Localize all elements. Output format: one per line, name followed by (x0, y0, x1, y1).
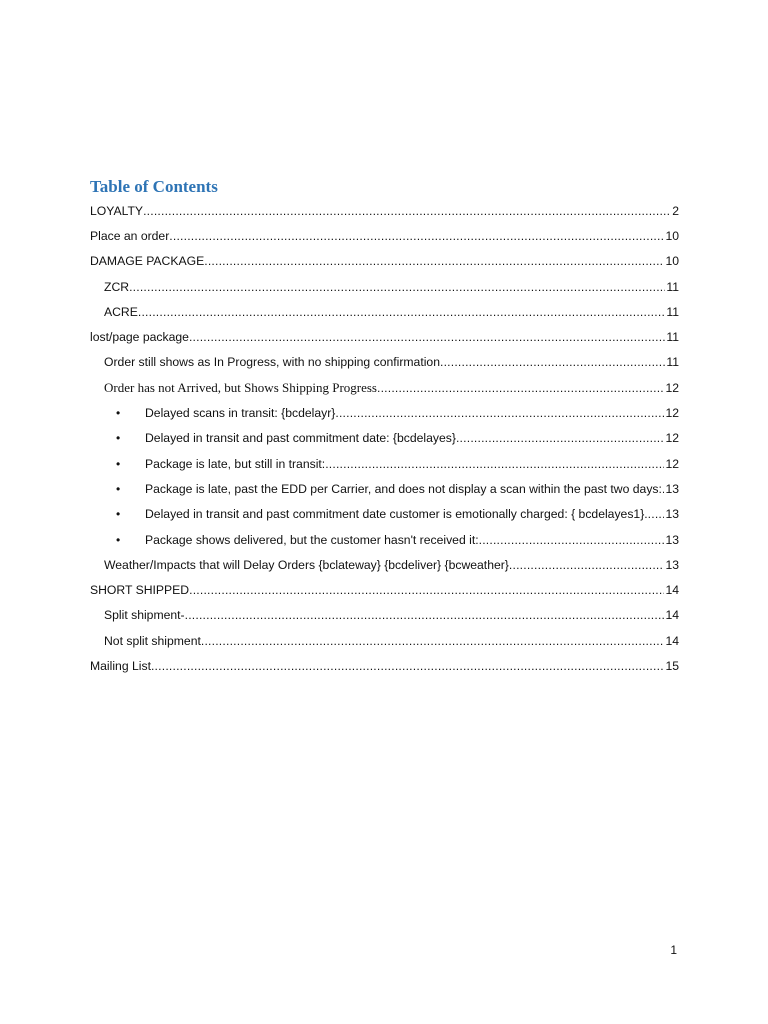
dot-leader (201, 634, 665, 648)
toc-entry-split-shipment[interactable] (90, 603, 679, 628)
toc-page-number: 12 (665, 431, 679, 446)
toc-entry-acre[interactable] (90, 299, 679, 324)
toc-entry-delayed-scans[interactable] (90, 400, 679, 425)
toc-page-number: 14 (665, 583, 679, 598)
toc-page-number: 15 (665, 658, 679, 673)
dot-leader (335, 406, 664, 420)
dot-leader (377, 381, 664, 395)
toc-entry-mailing-list[interactable] (90, 653, 679, 678)
toc-page-number: 14 (665, 633, 679, 648)
toc-entry-text: Delayed in transit and past commitment date customer is emotionally charged: { bcdelayes1}. (145, 507, 648, 522)
toc-page-number: 11 (666, 279, 679, 294)
dot-leader (189, 330, 665, 344)
dot-leader (325, 457, 664, 471)
toc-entry-text: ZCR (104, 279, 130, 294)
page-number: 1 (670, 943, 677, 957)
toc-page-number: 11 (666, 355, 679, 370)
toc-page-number: 13 (665, 557, 679, 572)
toc-entry-text: LOYALTY (90, 203, 144, 218)
bullet-icon: • (116, 507, 121, 522)
toc-entry-text: Delayed scans in transit: {bcdelayr} (145, 406, 336, 421)
dot-leader (138, 305, 665, 319)
toc-entry-loyalty[interactable] (90, 198, 679, 223)
toc-entry-emotionally-charged[interactable] (90, 502, 679, 527)
toc-page-number: 13 (665, 507, 679, 522)
toc-entry-text: ACRE (104, 304, 138, 319)
toc-entry-order-in-progress[interactable] (90, 350, 679, 375)
toc-entry-text: Not split shipment (104, 633, 201, 648)
toc-entry-package-late-in-transit[interactable] (90, 451, 679, 476)
dot-leader (456, 431, 664, 445)
toc-entry-not-split-shipment[interactable] (90, 628, 679, 653)
toc-entry-short-shipped[interactable] (90, 577, 679, 602)
toc-entry-text: Mailing List (90, 658, 151, 673)
dot-leader (204, 254, 664, 268)
toc-page-number: 13 (665, 481, 679, 496)
toc-entry-text: Package is late, past the EDD per Carrier, and does not display a scan within the past two days: (145, 481, 662, 496)
bullet-icon: • (116, 532, 121, 547)
toc-page-number: 11 (666, 304, 679, 319)
toc-entry-damage-package[interactable] (90, 249, 679, 274)
toc-entry-text: Split shipment- (104, 608, 185, 623)
toc-entry-delayed-past-commitment[interactable] (90, 426, 679, 451)
toc-page-number: 12 (665, 456, 679, 471)
toc-page-number: 12 (665, 380, 679, 395)
dot-leader (509, 558, 665, 572)
toc-entry-zcr[interactable] (90, 274, 679, 299)
toc-title: Table of Contents (90, 177, 218, 196)
toc-page-number: 12 (665, 406, 679, 421)
dot-leader (185, 608, 665, 622)
toc-entry-text: Delayed in transit and past commitment date: {bcdelayes} (145, 431, 456, 446)
bullet-icon: • (116, 456, 121, 471)
toc-entry-package-late-past-edd[interactable] (90, 476, 679, 501)
toc-entry-text: Weather/Impacts that will Delay Orders {bclateway} {bcdeliver} {bcweather} (104, 557, 509, 572)
toc-entry-text: SHORT SHIPPED (90, 583, 190, 598)
dot-leader (169, 229, 664, 243)
toc-entry-text: DAMAGE PACKAGE (90, 254, 205, 269)
toc-entry-place-an-order[interactable] (90, 223, 679, 248)
toc-entry-shows-delivered[interactable] (90, 527, 679, 552)
toc-entry-order-not-arrived[interactable] (90, 375, 679, 400)
toc-entry-text: Order has not Arrived, but Shows Shipping Progress (104, 379, 377, 395)
toc-page-number: 2 (672, 203, 679, 218)
toc-page-number: 11 (666, 330, 679, 345)
toc-entry-text: Package is late, but still in transit: (145, 456, 326, 471)
bullet-icon: • (116, 481, 121, 496)
toc-entry-text: lost/page package (90, 330, 189, 345)
toc-page-number: 14 (665, 608, 679, 623)
dot-leader (189, 583, 664, 597)
toc-entry-lost-page-package[interactable] (90, 324, 679, 349)
dot-leader (143, 204, 671, 218)
toc-entry-text: Place an order (90, 228, 170, 243)
dot-leader (648, 507, 665, 521)
dot-leader (440, 355, 665, 369)
toc-page-number: 10 (665, 254, 679, 269)
dot-leader (479, 533, 665, 547)
table-of-contents (90, 198, 679, 679)
bullet-icon: • (116, 431, 121, 446)
dot-leader (129, 280, 665, 294)
dot-leader (151, 659, 664, 673)
bullet-icon: • (116, 406, 121, 421)
toc-page-number: 13 (665, 532, 679, 547)
toc-entry-text: Order still shows as In Progress, with no shipping confirmation (104, 355, 440, 370)
toc-entry-text: Package shows delivered, but the customer hasn't received it: (145, 532, 479, 547)
toc-entry-weather-impacts[interactable] (90, 552, 679, 577)
toc-page-number: 10 (665, 228, 679, 243)
